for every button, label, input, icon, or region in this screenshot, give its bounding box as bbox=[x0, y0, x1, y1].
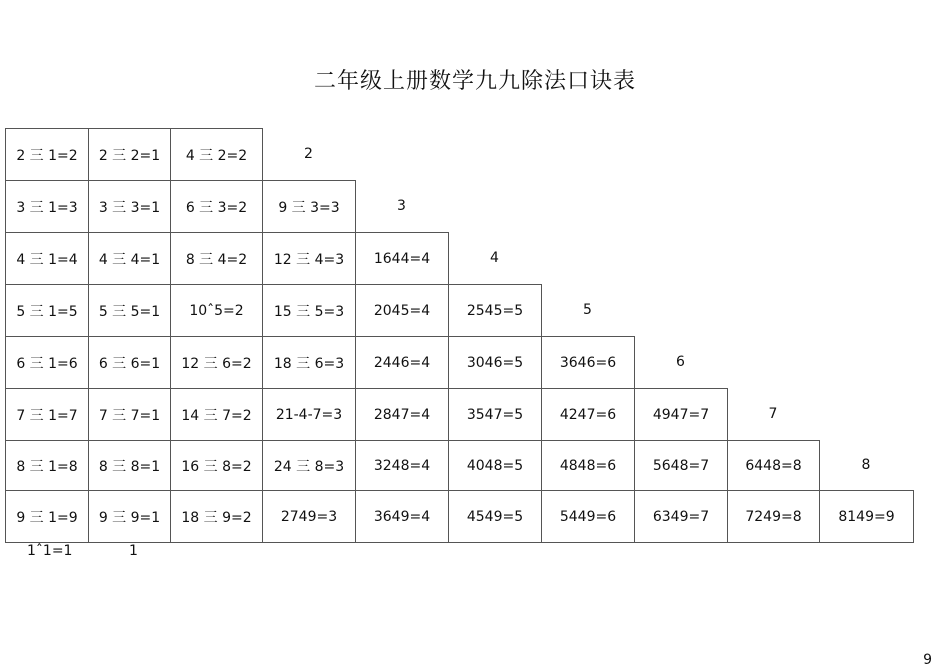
table-cell: 2749=3 bbox=[262, 490, 356, 543]
row-end-label: 7 bbox=[768, 406, 778, 422]
table-cell: 8 三 4=2 bbox=[170, 232, 263, 285]
table-cell: 2545=5 bbox=[448, 284, 542, 337]
table-cell: 12 三 6=2 bbox=[170, 336, 263, 389]
row-end-label: 3 bbox=[397, 198, 406, 214]
table-cell: 2847=4 bbox=[355, 388, 449, 441]
page-number: 9 bbox=[923, 652, 932, 668]
table-cell: 6349=7 bbox=[634, 490, 728, 543]
table-cell: 7 三 1=7 bbox=[5, 388, 89, 441]
row-end-label: 2 bbox=[304, 146, 313, 162]
table-cell: 3646=6 bbox=[541, 336, 635, 389]
table-cell: 9 三 9=1 bbox=[88, 490, 171, 543]
footer-label: 1 bbox=[129, 543, 138, 559]
table-cell: 10ˆ5=2 bbox=[170, 284, 263, 337]
table-cell: 1644=4 bbox=[355, 232, 449, 285]
table-cell: 6 三 3=2 bbox=[170, 180, 263, 233]
table-cell: 4048=5 bbox=[448, 440, 542, 491]
table-cell: 18 三 9=2 bbox=[170, 490, 263, 543]
table-cell: 3 三 1=3 bbox=[5, 180, 89, 233]
table-cell: 5 三 5=1 bbox=[88, 284, 171, 337]
table-cell: 21-4-7=3 bbox=[262, 388, 356, 441]
table-cell: 4247=6 bbox=[541, 388, 635, 441]
table-cell: 24 三 8=3 bbox=[262, 440, 356, 491]
table-cell: 6448=8 bbox=[727, 440, 820, 491]
table-cell: 3 三 3=1 bbox=[88, 180, 171, 233]
table-cell: 8 三 1=8 bbox=[5, 440, 89, 491]
table-cell: 8149=9 bbox=[819, 490, 914, 543]
table-cell: 5449=6 bbox=[541, 490, 635, 543]
row-end-label: 8 bbox=[861, 457, 871, 473]
table-cell: 4 三 2=2 bbox=[170, 128, 263, 181]
table-cell: 3248=4 bbox=[355, 440, 449, 491]
table-cell: 5 三 1=5 bbox=[5, 284, 89, 337]
table-cell: 16 三 8=2 bbox=[170, 440, 263, 491]
table-cell: 2 三 1=2 bbox=[5, 128, 89, 181]
footer-equation: 1ˆ1=1 bbox=[27, 543, 73, 559]
table-cell: 2045=4 bbox=[355, 284, 449, 337]
table-cell: 2446=4 bbox=[355, 336, 449, 389]
table-cell: 6 三 6=1 bbox=[88, 336, 171, 389]
table-cell: 18 三 6=3 bbox=[262, 336, 356, 389]
table-cell: 3046=5 bbox=[448, 336, 542, 389]
table-cell: 2 三 2=1 bbox=[88, 128, 171, 181]
table-cell: 5648=7 bbox=[634, 440, 728, 491]
table-cell: 4 三 1=4 bbox=[5, 232, 89, 285]
table-cell: 9 三 1=9 bbox=[5, 490, 89, 543]
table-cell: 14 三 7=2 bbox=[170, 388, 263, 441]
table-cell: 4549=5 bbox=[448, 490, 542, 543]
table-cell: 7249=8 bbox=[727, 490, 820, 543]
table-cell: 6 三 1=6 bbox=[5, 336, 89, 389]
table-cell: 8 三 8=1 bbox=[88, 440, 171, 491]
table-cell: 3649=4 bbox=[355, 490, 449, 543]
table-cell: 4848=6 bbox=[541, 440, 635, 491]
page-title: 二年级上册数学九九除法口诀表 bbox=[313, 69, 636, 94]
row-end-label: 6 bbox=[676, 354, 685, 370]
row-end-label: 5 bbox=[583, 302, 592, 318]
table-cell: 4 三 4=1 bbox=[88, 232, 171, 285]
table-cell: 9 三 3=3 bbox=[262, 180, 356, 233]
table-cell: 3547=5 bbox=[448, 388, 542, 441]
table-cell: 15 三 5=3 bbox=[262, 284, 356, 337]
table-cell: 12 三 4=3 bbox=[262, 232, 356, 285]
table-cell: 7 三 7=1 bbox=[88, 388, 171, 441]
row-end-label: 4 bbox=[490, 250, 499, 266]
table-cell: 4947=7 bbox=[634, 388, 728, 441]
